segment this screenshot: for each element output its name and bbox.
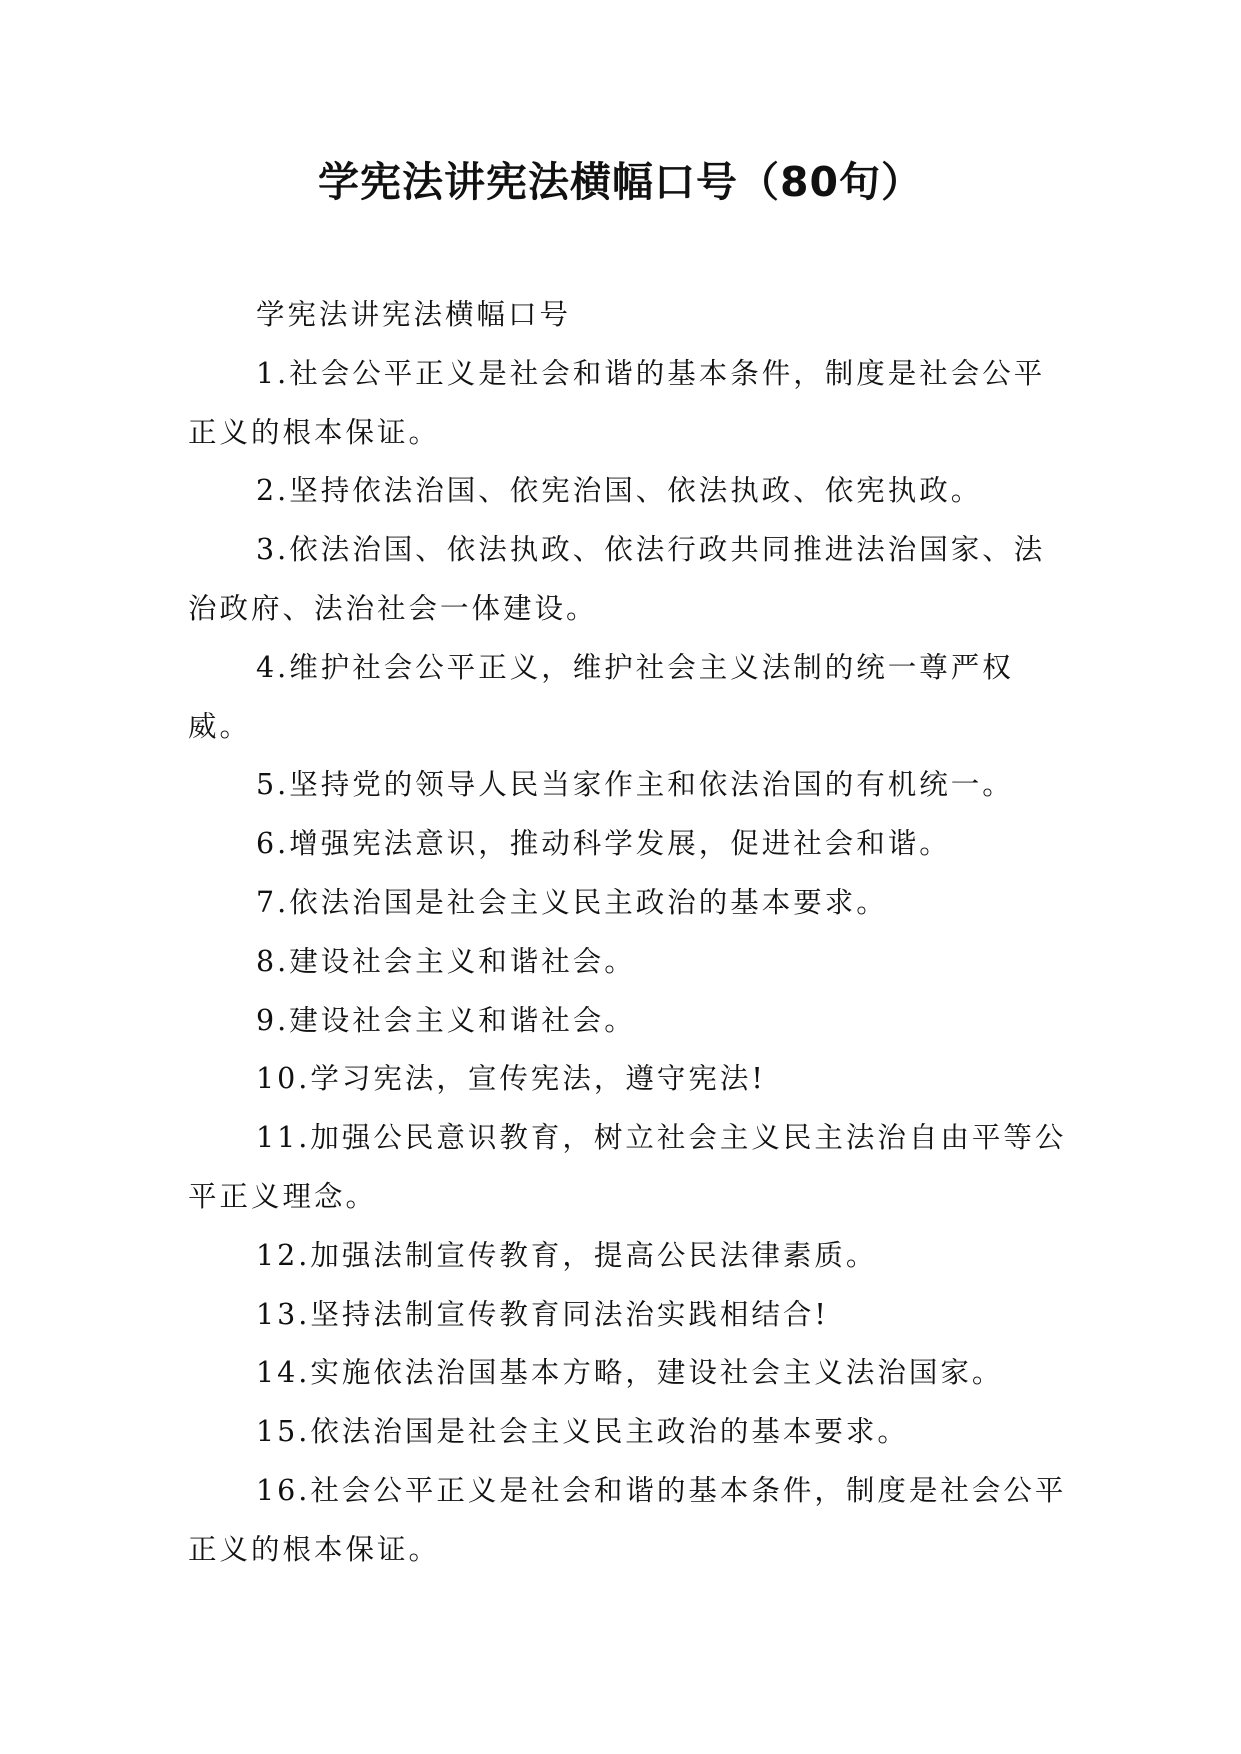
slogan-item-2: 2.坚持依法治国、依宪治国、依法执政、依宪执政。: [256, 474, 983, 508]
slogan-item-10: 10.学习宪法，宣传宪法，遵守宪法!: [256, 1062, 766, 1096]
document-body: [188, 286, 1068, 1580]
slogan-item-7: 7.依法治国是社会主义民主政治的基本要求。: [256, 885, 888, 919]
slogan-item-8: 8.建设社会主义和谐社会。: [256, 944, 636, 978]
slogan-item-5: 5.坚持党的领导人民当家作主和依法治国的有机统一。: [256, 768, 1014, 802]
slogan-item-12: 12.加强法制宣传教育，提高公民法律素质。: [256, 1238, 878, 1272]
slogan-item-1: 1.社会公平正义是社会和谐的基本条件，制度是社会公平正义的根本保证。: [188, 356, 1046, 449]
slogan-item-15: 15.依法治国是社会主义民主政治的基本要求。: [256, 1415, 909, 1449]
document-title: 学宪法讲宪法横幅口号（80句）: [317, 158, 924, 206]
slogan-item-6: 6.增强宪法意识，推动科学发展，促进社会和谐。: [256, 827, 951, 861]
slogan-item-16: 16.社会公平正义是社会和谐的基本条件，制度是社会公平正义的根本保证。: [188, 1473, 1067, 1566]
slogan-item-4: 4.维护社会公平正义，维护社会主义法制的统一尊严权威。: [188, 650, 1014, 743]
slogan-item-3: 3.依法治国、依法执政、依法行政共同推进法治国家、法治政府、法治社会一体建设。: [188, 533, 1046, 625]
section-heading: 学宪法讲宪法横幅口号: [256, 298, 572, 331]
slogan-item-9: 9.建设社会主义和谐社会。: [256, 1003, 636, 1037]
slogan-item-11: 11.加强公民意识教育，树立社会主义民主法治自由平等公平正义理念。: [188, 1121, 1067, 1213]
slogan-item-14: 14.实施依法治国基本方略，建设社会主义法治国家。: [256, 1356, 1004, 1390]
slogan-item-13: 13.坚持法制宣传教育同法治实践相结合!: [256, 1297, 829, 1331]
